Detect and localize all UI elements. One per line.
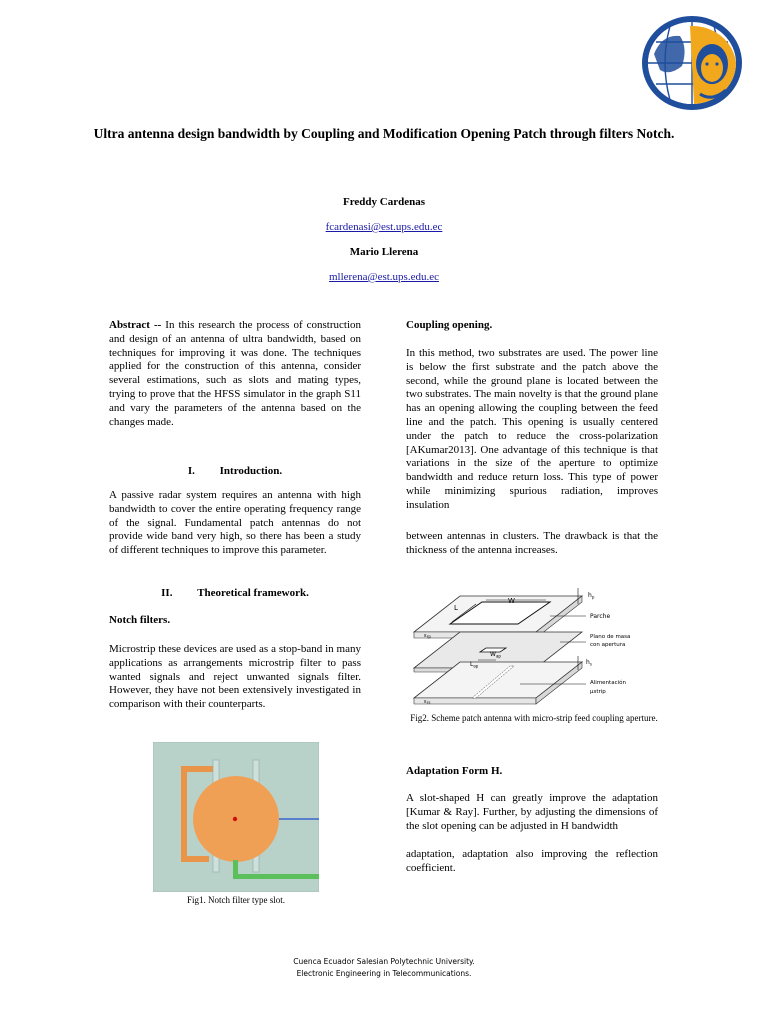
figure-1-notch-filter (153, 742, 319, 892)
section-number: I. (187, 465, 195, 477)
university-logo (640, 14, 744, 112)
notch-text: Microstrip these devices are used as a stop-band in many applications as arrangements microstrip filter to pass wanted signals and reject unwanted signals filter. However, they have not been extensively investigated in comparison with their counterparts. (109, 643, 361, 711)
er-s-label: $\varepsilon_{rs}$ (424, 699, 431, 705)
subsection-title: Notch filters. (109, 614, 171, 626)
abstract-label: Abstract -- (109, 319, 162, 331)
ground-plane-label: Plano de masa (590, 634, 631, 640)
subsection-title: Adaptation Form H. (406, 765, 503, 777)
er-p-label: $\varepsilon_{rp}$ (424, 633, 431, 639)
feed-label: Alimentación (590, 680, 626, 686)
section-title: Theoretical framework. (197, 587, 309, 599)
paper-title: Ultra antenna design bandwidth by Coupling and Modification Opening Patch through filters Notch. (93, 126, 675, 141)
author-email[interactable]: mllerena@est.ups.edu.ec (328, 271, 439, 283)
section-heading (109, 587, 361, 601)
coupling-text-continued: between antennas in clusters. The drawback is that the thickness of the antenna increases. (406, 530, 658, 556)
hs-label: $h_s$ (586, 659, 592, 667)
abstract-text: In this research the process of construction and design of an antenna of ultra bandwidth, based on techniques for improving it was done. The techniques applied for the construction of this antenna, consider several estimations, such as slots and mating types, trying to prove that the HFSS simulator in the graph S11 and vary the parameters of the antenna based on the changes made. (109, 319, 362, 428)
figure-2-patch-scheme (410, 586, 660, 710)
section-heading (109, 465, 361, 479)
ground-plane-label-2: con apertura (590, 642, 626, 648)
intro-text: A passive radar system requires an antenna with high bandwidth to cover the entire operating frequency range of the signal. Fundamental patch antennas do not provide wide band very high, so there has been a study of different techniques to improve this parameter. (109, 489, 361, 557)
footer-line: Cuenca Ecuador Salesian Polytechnic University. (293, 957, 475, 966)
parche-label: Parche (590, 613, 611, 620)
hp-label: $h_p$ (588, 592, 595, 600)
abstract (109, 319, 361, 429)
footer-line: Electronic Engineering in Telecommunications. (296, 969, 472, 978)
adaptation-text-continued: adaptation, adaptation also improving the reflection coefficient. (406, 848, 658, 874)
wap-label: $W_{ap}$ (490, 651, 501, 659)
feed-label-2: µstrip (590, 689, 606, 695)
l-label: L (454, 604, 458, 612)
subsection-title: Coupling opening. (406, 319, 493, 331)
section-number: II. (161, 587, 173, 599)
author-name: Mario Llerena (349, 246, 419, 258)
coupling-text: In this method, two substrates are used. The power line is below the first substrate and the patch above the second, while the ground plane is located between the two substrates. The main novelty is that the ground plane has an opening allowing the coupling between the feed line and the patch. This opening is usually centered under the patch to reduce the cross-polarization [AKumar2013]. One advantage of this technique is that variations in the size of the aperture to optimize bandwidth and reduce return loss. This type of power while minimizing spurious radiation, improves insulation (406, 347, 658, 511)
lap-label: $L_{ap}$ (470, 661, 479, 669)
author-name: Freddy Cardenas (343, 196, 425, 208)
section-title: Introduction. (219, 465, 283, 477)
footer (0, 956, 768, 980)
author-email[interactable]: fcardenasi@est.ups.edu.ec (325, 221, 443, 233)
figure-1-caption: Fig1. Notch filter type slot. (187, 895, 285, 905)
adaptation-text: A slot-shaped H can greatly improve the adaptation [Kumar & Ray]. Further, by adjusting the dimensions of the slot opening can be adjusted in H bandwidth (406, 792, 658, 832)
w-label: W (508, 597, 515, 605)
figure-2-caption: Fig2. Scheme patch antenna with micro-strip feed coupling aperture. (410, 713, 658, 723)
